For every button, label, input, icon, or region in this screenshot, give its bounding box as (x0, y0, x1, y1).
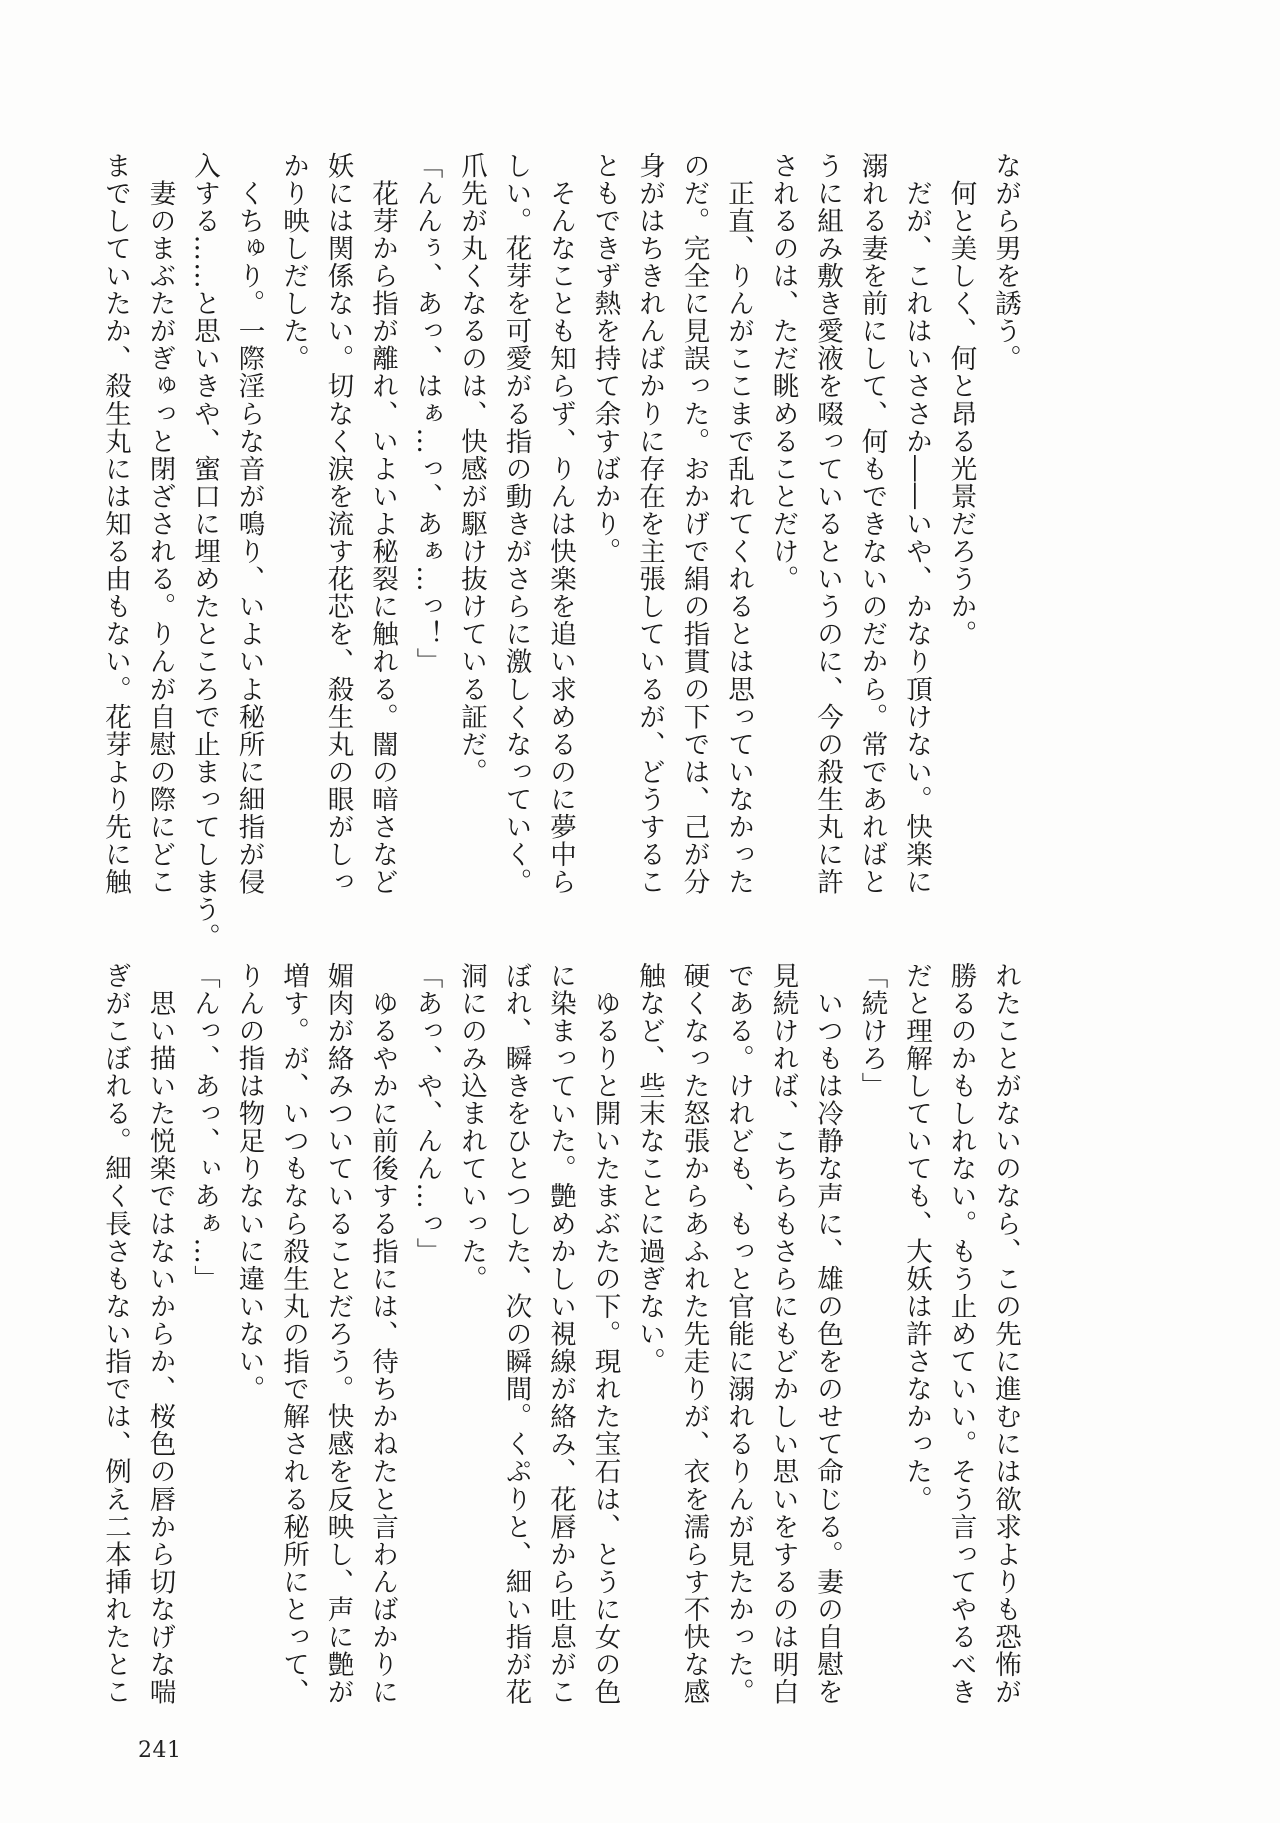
text-line: 増す。が、いつもなら殺生丸の指で解される秘所にとって、 (278, 962, 309, 1706)
text-line: 身がはちきれんばかりに存在を主張しているが、どうするこ (634, 152, 665, 896)
text-line: 思い描いた悦楽ではないからか、桜色の唇から切なげな喘 (144, 962, 176, 1706)
text-line: に染まっていた。艶めかしい視線が絡み、花唇から吐息がこ (545, 962, 576, 1706)
text-line: ともできず熱を持て余すばかり。 (589, 152, 621, 566)
text-line: 硬くなった怒張からあふれた先走りが、衣を濡らす不快な感 (678, 962, 710, 1706)
text-line: のだ。完全に見誤った。おかげで絹の指貫の下では、己が分 (678, 152, 710, 896)
text-line: 「んんぅ、あっ、はぁ…っ、あぁ…っ！」 (411, 152, 443, 676)
text-line: 勝るのかもしれない。もう止めていい。そう言ってやるべき (945, 962, 977, 1706)
text-line: だが、これはいささか――いや、かなり頂けない。快楽に (901, 152, 932, 896)
text-block-lower (93, 962, 1028, 1706)
text-line: 花芽から指が離れ、いよいよ秘裂に触れる。闇の暗さなど (367, 152, 398, 896)
text-block-upper (93, 152, 1028, 951)
text-line: ゆるやかに前後する指には、待ちかねたと言わんばかりに (367, 962, 398, 1706)
text-line: 触など、些末なことに過ぎない。 (634, 962, 665, 1376)
text-line: 洞にのみ込まれていった。 (456, 962, 487, 1293)
text-line: 正直、りんがここまで乱れてくれるとは思っていなかった (723, 152, 754, 896)
text-line: ぼれ、瞬きをひとつした、次の瞬間。くぷりと、細い指が花 (500, 962, 532, 1706)
text-line: 妖には関係ない。切なく涙を流す花芯を、殺生丸の眼がしっ (322, 152, 354, 896)
text-line: れたことがないのなら、この先に進むには欲求よりも恐怖が (990, 962, 1021, 1706)
text-line: である。けれども、もっと官能に溺れるりんが見たかった。 (723, 962, 754, 1706)
text-line: 媚肉が絡みついていることだろう。快感を反映し、声に艶が (322, 962, 354, 1706)
text-line: うに組み敷き愛液を啜っているというのに、今の殺生丸に許 (812, 152, 843, 896)
text-line: 「あっ、や、んん…っ」 (411, 962, 443, 1266)
text-line: そんなことも知らず、りんは快楽を追い求めるのに夢中ら (545, 152, 576, 896)
text-line: されるのは、ただ眺めることだけ。 (767, 152, 799, 593)
text-line: 何と美しく、何と昂る光景だろうか。 (945, 152, 977, 648)
text-line: かり映しだした。 (278, 152, 309, 373)
text-line: 見続ければ、こちらもさらにもどかしい思いをするのは明白 (767, 962, 799, 1706)
text-line: しい。花芽を可愛がる指の動きがさらに激しくなっていく。 (500, 152, 532, 896)
text-line: 妻のまぶたがぎゅっと閉ざされる。りんが自慰の際にどこ (144, 152, 176, 896)
text-line: ながら男を誘う。 (990, 152, 1021, 373)
text-line: くちゅり。一際淫らな音が鳴り、いよいよ秘所に細指が侵 (233, 152, 265, 896)
text-line: りんの指は物足りないに違いない。 (233, 962, 265, 1403)
text-line: 入する……と思いきや、蜜口に埋めたところで止まってしまう。 (189, 152, 220, 951)
page-number: 241 (138, 1738, 182, 1763)
text-line: いつもは冷静な声に、雄の色をのせて命じる。妻の自慰を (812, 962, 843, 1706)
text-line: 「続けろ」 (856, 962, 888, 1100)
text-line: ゆるりと開いたまぶたの下。現れた宝石は、とうに女の色 (589, 962, 621, 1706)
text-line: 「んっ、あっ、ぃあぁ…」 (189, 962, 220, 1293)
text-line: 溺れる妻を前にして、何もできないのだから。常であればと (856, 152, 888, 896)
text-line: 爪先が丸くなるのは、快感が駆け抜けている証だ。 (456, 152, 487, 786)
text-line: だと理解していても、大妖は許さなかった。 (901, 962, 932, 1513)
text-line: までしていたか、殺生丸には知る由もない。花芽より先に触 (100, 152, 131, 896)
text-line: ぎがこぼれる。細く長さもない指では、例え二本挿れたとこ (100, 962, 131, 1706)
